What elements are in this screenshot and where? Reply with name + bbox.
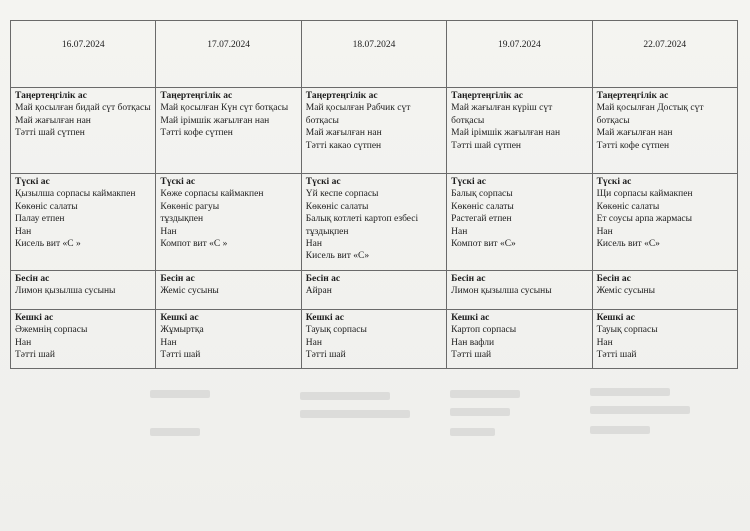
- meal-title: Бесін ас: [451, 274, 486, 284]
- menu-item: Нан: [160, 337, 177, 348]
- meal-title: Кешкі ас: [160, 313, 199, 323]
- menu-item: Тәтті какао сүтпен: [305, 140, 382, 151]
- menu-item: Көкөніс салаты: [451, 201, 514, 212]
- snack-cell: [447, 271, 592, 310]
- menu-item: Нан: [15, 226, 32, 237]
- lunch-cell: [301, 174, 446, 271]
- lunch-cell: [11, 174, 156, 271]
- meal-title: Түскі ас: [451, 177, 486, 187]
- menu-item: Көкөніс рагуы: [160, 201, 220, 212]
- menu-item: Компот вит «С»: [451, 239, 516, 250]
- menu-item: Нан: [596, 226, 613, 237]
- menu-item: Палау етпен: [15, 214, 65, 225]
- menu-item: Жеміс сусыны: [160, 286, 219, 297]
- meal-title: Бесін ас: [305, 274, 341, 284]
- menu-item: тұздықпен: [160, 214, 204, 225]
- meal-title: Таңертеңгілік ас: [596, 91, 669, 101]
- menu-item: Щи сорпасы каймакпен: [596, 189, 693, 200]
- meal-title: Кешкі ас: [596, 313, 635, 323]
- menu-item: Май жағылған күріш сүт ботқасы: [451, 103, 553, 126]
- dinner-cell: [301, 310, 446, 369]
- meal-title: Таңертеңгілік ас: [15, 91, 87, 101]
- menu-item: Тәтті шай: [305, 350, 346, 361]
- menu-item: Кисель вит «С »: [15, 239, 81, 250]
- menu-item: Тауық сорпасы: [596, 325, 658, 336]
- menu-item: Көкөніс салаты: [305, 201, 369, 212]
- menu-item: Нан: [160, 226, 177, 237]
- menu-item: Қызылша сорпасы каймакпен: [15, 189, 136, 200]
- date-cell-2: [156, 21, 301, 88]
- meal-title: Таңертеңгілік ас: [160, 91, 233, 101]
- menu-item: Ет соусы арпа жармасы: [596, 214, 693, 225]
- snack-cell: [592, 271, 737, 310]
- menu-item: Тәтті шай сүтпен: [451, 140, 522, 151]
- lunch-cell: [447, 174, 592, 271]
- menu-item: Көже сорпасы каймакпен: [160, 189, 264, 200]
- menu-item: Май қосылған Достық сүт ботқасы: [596, 103, 704, 126]
- meal-title: Кешкі ас: [15, 313, 54, 323]
- meal-title: Таңертеңгілік ас: [305, 91, 378, 101]
- date-cell-4: [447, 21, 592, 88]
- menu-item: Май қосылған Күн сүт ботқасы: [160, 103, 289, 114]
- date-row: [11, 21, 738, 88]
- date-label: 16.07.2024: [61, 40, 105, 50]
- menu-item: Картоп сорпасы: [451, 325, 517, 336]
- menu-item: Май ірімшік жағылған нан: [451, 128, 561, 139]
- menu-item: Айран: [305, 286, 332, 297]
- meal-title: Кешкі ас: [451, 313, 490, 323]
- menu-item: Үй кеспе сорпасы: [305, 189, 379, 200]
- menu-item: Кисель вит «С»: [596, 239, 660, 250]
- menu-item: Май жағылған нан: [596, 128, 673, 139]
- menu-item: Лимон қызылша сусыны: [451, 286, 552, 297]
- snack-cell: [301, 271, 446, 310]
- weekly-menu-table: [10, 20, 738, 369]
- menu-item: Тәтті кофе сүтпен: [160, 128, 233, 139]
- date-label: 18.07.2024: [352, 40, 396, 50]
- bleed-through-text: [10, 380, 740, 460]
- menu-item: Май қосылған Рабчик сүт ботқасы: [305, 103, 411, 126]
- menu-item: Май ірімшік жағылған нан: [160, 115, 270, 126]
- snack-row: [11, 271, 738, 310]
- meal-title: Түскі ас: [305, 177, 341, 187]
- meal-title: Түскі ас: [160, 177, 196, 187]
- menu-item: Тәтті шай: [160, 350, 201, 361]
- snack-cell: [156, 271, 301, 310]
- menu-item: Май қосылған бидай сүт ботқасы: [15, 103, 151, 114]
- menu-item: Тәтті шай: [596, 350, 637, 361]
- meal-title: Бесін ас: [596, 274, 631, 284]
- menu-item: Нан вафли: [451, 337, 495, 348]
- menu-item: Лимон қызылша сусыны: [15, 286, 116, 297]
- menu-item: Тәтті кофе сүтпен: [596, 140, 670, 151]
- meal-title: Таңертеңгілік ас: [451, 91, 523, 101]
- lunch-cell: [592, 174, 737, 271]
- menu-item: Тәтті шай: [451, 350, 492, 361]
- snack-cell: [11, 271, 156, 310]
- breakfast-cell: [447, 88, 592, 174]
- date-label: 17.07.2024: [207, 40, 250, 50]
- menu-item: Компот вит «С »: [160, 239, 228, 250]
- breakfast-cell: [301, 88, 446, 174]
- menu-item: Нан: [451, 226, 468, 237]
- dinner-cell: [592, 310, 737, 369]
- menu-item: Нан: [15, 337, 32, 348]
- date-cell-1: [11, 21, 156, 88]
- menu-item: Әжемнің сорпасы: [15, 325, 88, 336]
- menu-item: Жеміс сусыны: [596, 286, 655, 297]
- menu-item: Нан: [596, 337, 613, 348]
- menu-item: Көкөніс салаты: [15, 201, 78, 212]
- menu-item: Балық сорпасы: [451, 189, 513, 200]
- dinner-row: [11, 310, 738, 369]
- date-label: 22.07.2024: [643, 40, 687, 50]
- menu-item: Жұмыртқа: [160, 325, 204, 336]
- meal-title: Түскі ас: [596, 177, 632, 187]
- meal-title: Бесін ас: [15, 274, 50, 284]
- menu-item: Растегай етпен: [451, 214, 512, 225]
- menu-item: Май жағылған нан: [305, 128, 382, 139]
- dinner-cell: [156, 310, 301, 369]
- dinner-cell: [447, 310, 592, 369]
- meal-title: Бесін ас: [160, 274, 195, 284]
- lunch-row: [11, 174, 738, 271]
- date-label: 19.07.2024: [497, 40, 541, 50]
- breakfast-cell: [592, 88, 737, 174]
- breakfast-cell: [11, 88, 156, 174]
- date-cell-3: [301, 21, 446, 88]
- menu-item: Нан: [305, 337, 322, 348]
- menu-item: Балық котлеті картоп езбесі тұздықпен: [305, 214, 419, 237]
- menu-item: Көкөніс салаты: [596, 201, 660, 212]
- breakfast-row: [11, 88, 738, 174]
- menu-item: Тәтті шай: [15, 350, 55, 361]
- menu-item: Кисель вит «С»: [305, 251, 370, 262]
- menu-item: Май жағылған нан: [15, 115, 91, 126]
- date-cell-5: [592, 21, 737, 88]
- dinner-cell: [11, 310, 156, 369]
- meal-title: Түскі ас: [15, 177, 50, 187]
- menu-item: Нан: [305, 239, 322, 250]
- lunch-cell: [156, 174, 301, 271]
- meal-title: Кешкі ас: [305, 313, 344, 323]
- breakfast-cell: [156, 88, 301, 174]
- menu-item: Тәтті шай сүтпен: [15, 128, 85, 139]
- menu-item: Тауық сорпасы: [305, 325, 367, 336]
